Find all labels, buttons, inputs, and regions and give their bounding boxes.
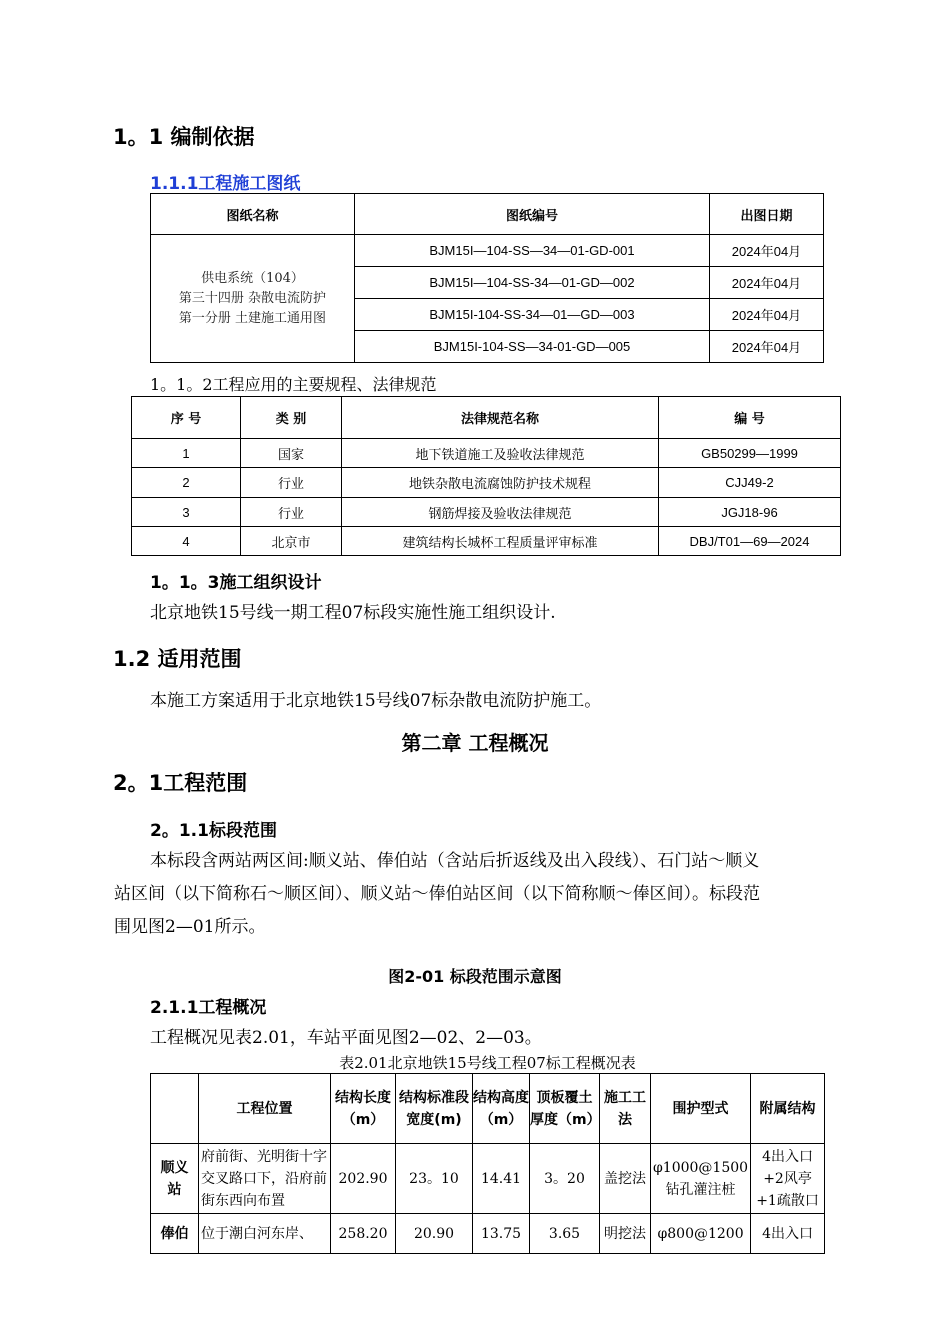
section-1-1-title: 1。1 编制依据 — [113, 125, 255, 149]
drawing-date: 2024年04月 — [710, 235, 824, 267]
drawing-code: BJM15I-104-SS-34—01—GD—003 — [355, 299, 710, 331]
drawings-table — [150, 193, 824, 363]
row-standard-name: 地铁杂散电流腐蚀防护技术规程 — [342, 468, 659, 498]
section-1-2-title: 1.2 适用范围 — [113, 647, 242, 671]
row-auxiliary: 4出入口 — [751, 1214, 825, 1254]
row-no: 4 — [132, 527, 241, 556]
row-height: 14.41 — [473, 1144, 530, 1214]
drawing-code: BJM15I—104-SS-34—01-GD—002 — [355, 267, 710, 299]
table-caption: 表2.01北京地铁15号线工程07标工程概况表 — [339, 1054, 636, 1072]
row-support: φ1000@1500钻孔灌注桩 — [651, 1144, 751, 1214]
drawing-name-line: 供电系统（104） — [201, 270, 304, 286]
header-support: 围护型式 — [651, 1074, 751, 1144]
row-standard-code: CJJ49-2 — [659, 468, 841, 498]
section-2-1-1-title: 2。1.1标段范围 — [150, 821, 277, 841]
row-cover: 3。20 — [530, 1144, 600, 1214]
table-row — [132, 439, 841, 468]
row-standard-code: DBJ/T01—69—2024 — [659, 527, 841, 556]
row-no: 1 — [132, 439, 241, 468]
row-station: 顺义站 — [151, 1144, 199, 1214]
header-height: 结构高度（m） — [473, 1074, 530, 1144]
row-location: 位于潮白河东岸、 — [199, 1214, 331, 1254]
section-1-1-2-title: 1。1。2工程应用的主要规程、法律规范 — [150, 375, 437, 394]
table-row — [151, 1144, 825, 1214]
row-cover: 3.65 — [530, 1214, 600, 1254]
paragraph-line: 站区间（以下简称石～顺区间）、顺义站～俸伯站区间（以下简称顺～俸区间）。标段范 — [114, 884, 760, 904]
header-drawing-date: 出图日期 — [710, 194, 824, 235]
header-drawing-name: 图纸名称 — [151, 194, 355, 235]
section-1-1-3-text: 北京地铁15号线一期工程07标段实施性施工组织设计. — [150, 603, 556, 623]
row-auxiliary: 4出入口+2风亭+1疏散口 — [751, 1144, 825, 1214]
paragraph-line: 围见图2—01所示。 — [114, 917, 266, 937]
header-width: 结构标准段宽度(m) — [396, 1074, 473, 1144]
section-1-1-3-title: 1。1。3施工组织设计 — [150, 573, 322, 593]
row-no: 3 — [132, 498, 241, 527]
header-category: 类 别 — [241, 397, 342, 439]
drawing-date: 2024年04月 — [710, 267, 824, 299]
drawing-name-line: 第一分册 土建施工通用图 — [178, 310, 327, 326]
header-station — [151, 1074, 199, 1144]
drawing-code: BJM15I—104-SS—34—01-GD-001 — [355, 235, 710, 267]
drawing-date: 2024年04月 — [710, 299, 824, 331]
table-row — [132, 527, 841, 556]
row-standard-code: GB50299—1999 — [659, 439, 841, 468]
drawing-name-cell — [151, 235, 355, 363]
section-2-1-title: 2。1工程范围 — [113, 771, 248, 795]
drawing-date: 2024年04月 — [710, 331, 824, 363]
row-standard-name: 地下铁道施工及验收法律规范 — [342, 439, 659, 468]
table-row — [132, 498, 841, 527]
header-no: 序 号 — [132, 397, 241, 439]
row-length: 258.20 — [331, 1214, 396, 1254]
paragraph-line: 本标段含两站两区间:顺义站、俸伯站（含站后折返线及出入段线）、石门站～顺义 — [150, 851, 760, 871]
header-location: 工程位置 — [199, 1074, 331, 1144]
table-row — [132, 468, 841, 498]
row-support: φ800@1200 — [651, 1214, 751, 1254]
row-length: 202.90 — [331, 1144, 396, 1214]
chapter-2-title: 第二章 工程概况 — [401, 731, 549, 755]
header-standard-name: 法律规范名称 — [342, 397, 659, 439]
row-height: 13.75 — [473, 1214, 530, 1254]
header-method: 施工工法 — [600, 1074, 651, 1144]
header-standard-code: 编 号 — [659, 397, 841, 439]
row-no: 2 — [132, 468, 241, 498]
row-method: 明挖法 — [600, 1214, 651, 1254]
row-standard-name: 钢筋焊接及验收法律规范 — [342, 498, 659, 527]
row-width: 23。10 — [396, 1144, 473, 1214]
drawing-code: BJM15I-104-SS—34-01-GD—005 — [355, 331, 710, 363]
row-standard-code: JGJ18-96 — [659, 498, 841, 527]
row-category: 行业 — [241, 468, 342, 498]
header-drawing-code: 图纸编号 — [355, 194, 710, 235]
project-overview-table — [150, 1073, 825, 1254]
row-station: 俸伯 — [151, 1214, 199, 1254]
row-standard-name: 建筑结构长城杯工程质量评审标准 — [342, 527, 659, 556]
section-2-1-1b-title: 2.1.1工程概况 — [150, 998, 267, 1018]
header-cover: 顶板覆土厚度（m） — [530, 1074, 600, 1144]
drawing-name-line: 第三十四册 杂散电流防护 — [178, 290, 327, 306]
section-2-1-1b-text: 工程概况见表2.01，车站平面见图2—02、2—03。 — [150, 1028, 542, 1048]
section-1-1-1-title: 1.1.1工程施工图纸 — [150, 174, 301, 194]
section-2-1-1-body — [114, 845, 865, 944]
row-category: 国家 — [241, 439, 342, 468]
section-1-2-text: 本施工方案适用于北京地铁15号线07标杂散电流防护施工。 — [150, 691, 602, 711]
table-row — [151, 1214, 825, 1254]
row-category: 行业 — [241, 498, 342, 527]
header-length: 结构长度（m） — [331, 1074, 396, 1144]
standards-table — [131, 396, 841, 556]
row-width: 20.90 — [396, 1214, 473, 1254]
row-location: 府前街、光明街十字交叉路口下，沿府前街东西向布置 — [199, 1144, 331, 1214]
row-method: 盖挖法 — [600, 1144, 651, 1214]
header-auxiliary: 附属结构 — [751, 1074, 825, 1144]
row-category: 北京市 — [241, 527, 342, 556]
figure-caption: 图2-01 标段范围示意图 — [388, 967, 562, 986]
